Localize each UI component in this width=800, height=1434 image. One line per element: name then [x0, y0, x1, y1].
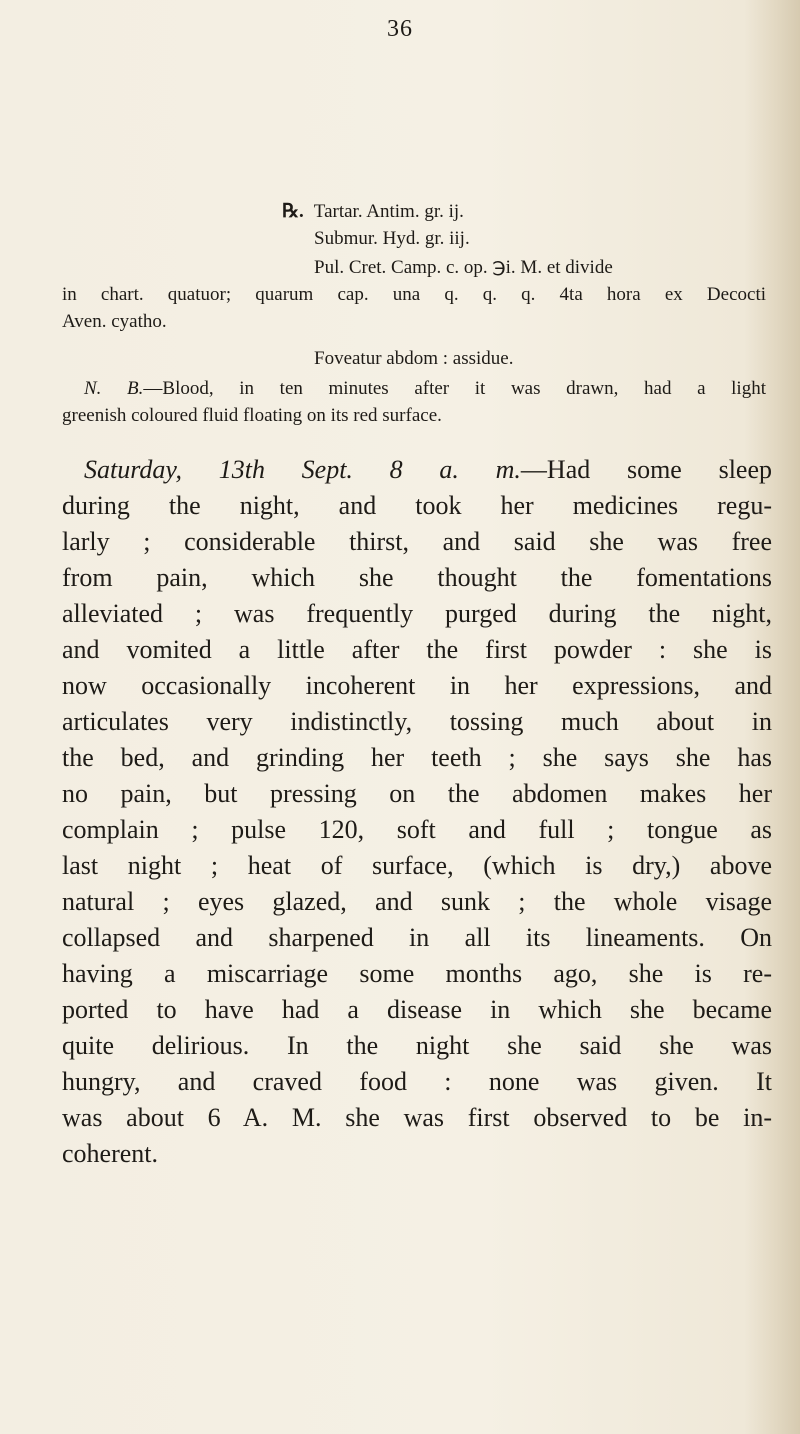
entry-line-1	[62, 452, 772, 488]
entry-line: last night ; heat of surface, (which is dry,) above	[62, 851, 772, 880]
entry-line: larly ; considerable thirst, and said she was free	[62, 527, 772, 556]
prescription-line-6: Foveatur abdom : assidue.	[314, 348, 514, 369]
prescription-text-1: Tartar. Antim. gr. ij.	[313, 201, 464, 222]
recipe-symbol: ℞.	[282, 201, 304, 222]
entry-line: and vomited a little after the first powder : she is	[62, 635, 772, 664]
note-line-2: greenish coloured fluid floating on its red surface.	[62, 405, 442, 426]
note-line-1	[84, 375, 766, 402]
prescription-line-2: Submur. Hyd. gr. iij.	[314, 228, 470, 249]
prescription-line-3: Pul. Cret. Camp. c. op. ℈i. M. et divide	[314, 257, 613, 278]
page-number: 36	[387, 16, 413, 42]
entry-line: having a miscarriage some months ago, she is re-	[62, 959, 772, 988]
entry-line: from pain, which she thought the fomentations	[62, 563, 772, 592]
prescription-line-5: Aven. cyatho.	[62, 311, 167, 332]
entry-line: quite delirious. In the night she said she was	[62, 1031, 772, 1060]
entry-line-text: —Had some sleep	[520, 455, 773, 484]
entry-line: no pain, but pressing on the abdomen makes her	[62, 779, 772, 808]
note-text-1: —Blood, in ten minutes after it was drawn, had a light	[143, 378, 766, 399]
entry-line: now occasionally incoherent in her expressions, and	[62, 671, 772, 700]
entry-line: articulates very indistinctly, tossing much about in	[62, 707, 772, 736]
entry-line: during the night, and took her medicines regu-	[62, 491, 772, 520]
prescription-line-1	[282, 198, 762, 225]
entry-line: alleviated ; was frequently purged during the night,	[62, 599, 772, 628]
note-label: N. B.	[84, 378, 144, 399]
entry-heading: Saturday, 13th Sept. 8 a. m.	[84, 455, 521, 484]
prescription-line-4: in chart. quatuor; quarum cap. una q. q. q. 4ta hora ex Decocti	[62, 284, 766, 305]
entry-line: ported to have had a disease in which she became	[62, 995, 772, 1024]
journal-entry	[62, 452, 772, 1172]
entry-line: hungry, and craved food : none was given. It	[62, 1067, 772, 1096]
entry-line: was about 6 A. M. she was first observed to be in-	[62, 1103, 772, 1132]
entry-line: coherent.	[62, 1139, 159, 1168]
entry-line: the bed, and grinding her teeth ; she says she has	[62, 743, 772, 772]
entry-line: collapsed and sharpened in all its lineaments. On	[62, 923, 772, 952]
entry-line: natural ; eyes glazed, and sunk ; the whole visage	[62, 887, 772, 916]
entry-line: complain ; pulse 120, soft and full ; tongue as	[62, 815, 772, 844]
